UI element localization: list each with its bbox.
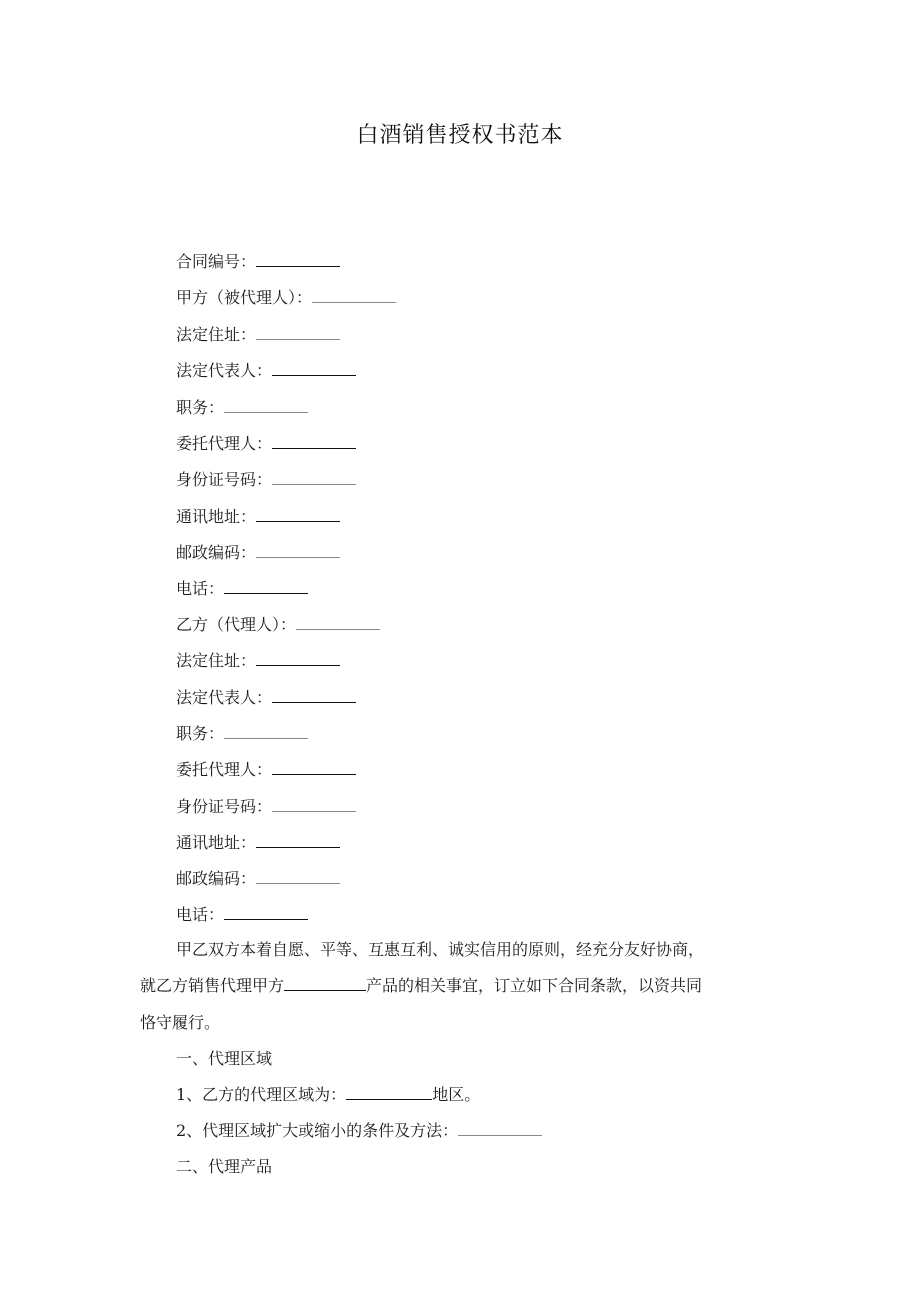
field-label: 身份证号码： [176, 470, 273, 489]
fill-blank[interactable] [224, 398, 308, 413]
field-party-b-id-number [176, 797, 356, 817]
field-label: 电话： [176, 905, 225, 924]
field-label: 邮政编码： [176, 869, 257, 888]
field-party-a-mail-address [176, 507, 340, 527]
field-party-a-address [176, 325, 340, 345]
field-label: 邮政编码： [176, 543, 257, 562]
item-1-end: 地区。 [432, 1085, 481, 1104]
fill-blank[interactable] [224, 579, 308, 594]
field-party-b-address [176, 651, 340, 671]
field-party-b-position [176, 724, 308, 744]
fill-blank[interactable] [256, 651, 340, 666]
field-party-b-postcode [176, 869, 340, 889]
field-party-b-agent [176, 760, 356, 780]
field-party-b-mail-address [176, 833, 340, 853]
fill-blank[interactable] [224, 905, 308, 920]
fill-blank[interactable] [256, 325, 340, 340]
fill-blank[interactable] [224, 724, 308, 739]
field-label: 委托代理人： [176, 434, 273, 453]
field-party-a-legal-rep [176, 361, 356, 381]
field-label: 法定住址： [176, 651, 257, 670]
field-label: 职务： [176, 724, 225, 743]
field-party-b-legal-rep [176, 688, 356, 708]
field-party-a-id-number [176, 470, 356, 490]
fill-blank[interactable] [272, 797, 356, 812]
section-2-heading: 二、代理产品 [176, 1157, 273, 1176]
document-title: 白酒销售授权书范本 [356, 123, 564, 148]
field-label: 法定代表人： [176, 361, 273, 380]
field-label: 通讯地址： [176, 833, 257, 852]
fill-blank[interactable] [312, 288, 396, 303]
fill-blank[interactable] [296, 615, 380, 630]
intro-line-2-end: 产品的相关事宜，订立如下合同条款，以资共同 [366, 976, 703, 995]
region-blank[interactable] [346, 1085, 432, 1100]
section-1-item-2 [176, 1121, 542, 1141]
field-label: 法定代表人： [176, 688, 273, 707]
field-label: 甲方（被代理人）： [176, 288, 313, 307]
fill-blank[interactable] [272, 361, 356, 376]
fill-blank[interactable] [272, 760, 356, 775]
item-1-start: 1、乙方的代理区域为： [176, 1085, 347, 1104]
fill-blank[interactable] [256, 869, 340, 884]
fill-blank[interactable] [256, 507, 340, 522]
fill-blank[interactable] [256, 252, 340, 267]
field-contract-number [176, 252, 340, 272]
fill-blank[interactable] [272, 434, 356, 449]
field-party-b [176, 615, 380, 635]
field-party-a-agent [176, 434, 356, 454]
product-blank[interactable] [284, 976, 366, 991]
item-2-text: 2、代理区域扩大或缩小的条件及方法： [176, 1121, 459, 1140]
field-party-b-phone [176, 905, 308, 925]
section-1-heading: 一、代理区域 [176, 1049, 273, 1068]
field-label: 乙方（代理人）： [176, 615, 297, 634]
field-label: 法定住址： [176, 325, 257, 344]
field-party-a-phone [176, 579, 308, 599]
section-1-item-1 [176, 1085, 480, 1105]
fill-blank[interactable] [256, 833, 340, 848]
field-label: 职务： [176, 398, 225, 417]
field-label: 电话： [176, 579, 225, 598]
field-label: 合同编号： [176, 252, 257, 271]
intro-line-2-start: 就乙方销售代理甲方 [140, 976, 285, 995]
fill-blank[interactable] [272, 470, 356, 485]
intro-line-3: 恪守履行。 [140, 1013, 221, 1032]
field-party-a-postcode [176, 543, 340, 563]
intro-line-2 [140, 976, 702, 996]
intro-line-1: 甲乙双方本着自愿、平等、互惠互利、诚实信用的原则，经充分友好协商， [176, 940, 705, 959]
field-label: 通讯地址： [176, 507, 257, 526]
fill-blank[interactable] [256, 543, 340, 558]
field-label: 委托代理人： [176, 760, 273, 779]
fill-blank[interactable] [272, 688, 356, 703]
method-blank[interactable] [458, 1121, 542, 1136]
field-party-a [176, 288, 396, 308]
field-label: 身份证号码： [176, 797, 273, 816]
field-party-a-position [176, 398, 308, 418]
